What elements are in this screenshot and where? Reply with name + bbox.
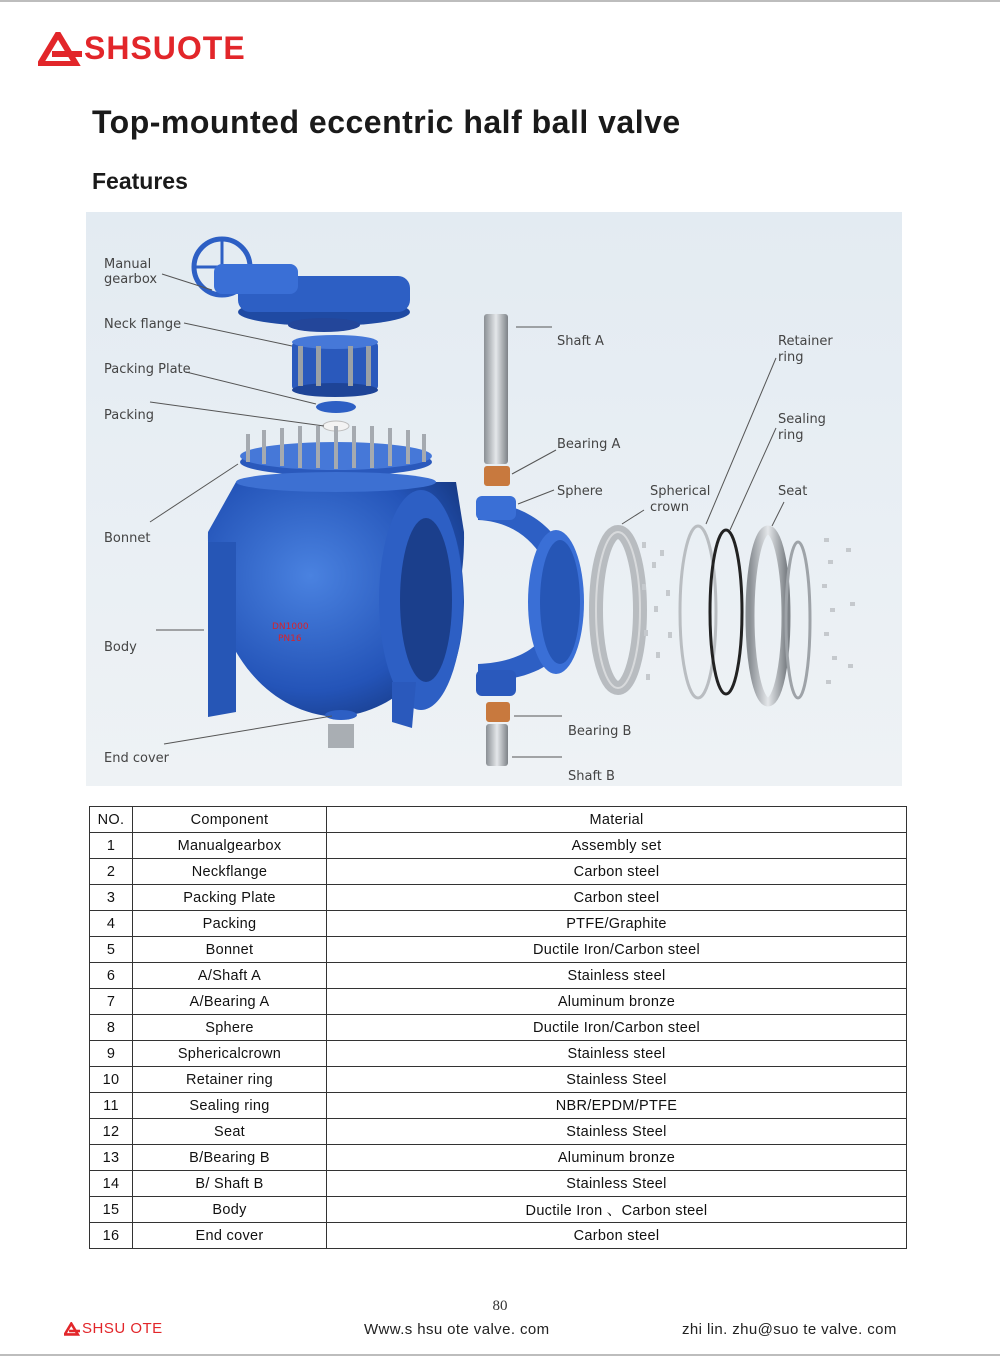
table-row bbox=[90, 885, 907, 911]
row-material: Stainless Steel bbox=[327, 1171, 907, 1197]
row-component: A/Shaft A bbox=[133, 963, 327, 989]
row-material: Assembly set bbox=[327, 833, 907, 859]
label-bearing-a: Bearing A bbox=[557, 437, 621, 452]
table-row bbox=[90, 859, 907, 885]
table-row bbox=[90, 1171, 907, 1197]
table-row bbox=[90, 1067, 907, 1093]
header-component: Component bbox=[133, 807, 327, 833]
row-component: Sphericalcrown bbox=[133, 1041, 327, 1067]
parts-material-table bbox=[89, 806, 907, 1249]
table-row bbox=[90, 1119, 907, 1145]
label-neck-flange: Neck flange bbox=[104, 317, 182, 332]
row-no: 7 bbox=[90, 989, 133, 1015]
neck-flange bbox=[292, 335, 378, 397]
table-row bbox=[90, 1197, 907, 1223]
row-component: B/ Shaft B bbox=[133, 1171, 327, 1197]
label-shaft-a: Shaft A bbox=[557, 334, 604, 349]
row-material: Aluminum bronze bbox=[327, 1145, 907, 1171]
row-material: Ductile Iron/Carbon steel bbox=[327, 1015, 907, 1041]
row-no: 12 bbox=[90, 1119, 133, 1145]
row-no: 13 bbox=[90, 1145, 133, 1171]
row-component: Manualgearbox bbox=[133, 833, 327, 859]
bottom-rule bbox=[0, 1354, 1000, 1356]
table-row bbox=[90, 911, 907, 937]
row-component: Neckflange bbox=[133, 859, 327, 885]
bearing-b bbox=[486, 702, 510, 722]
exploded-valve-diagram bbox=[86, 212, 902, 786]
row-material: Ductile Iron 、Carbon steel bbox=[327, 1197, 907, 1223]
row-component: Packing Plate bbox=[133, 885, 327, 911]
table-row bbox=[90, 1015, 907, 1041]
footer-email[interactable]: zhi lin. zhu@suo te valve. com bbox=[682, 1321, 897, 1338]
row-no: 3 bbox=[90, 885, 133, 911]
label-body: Body bbox=[104, 640, 137, 655]
table-header-row bbox=[90, 807, 907, 833]
row-no: 5 bbox=[90, 937, 133, 963]
row-component: B/Bearing B bbox=[133, 1145, 327, 1171]
row-component: Seat bbox=[133, 1119, 327, 1145]
table-row bbox=[90, 1041, 907, 1067]
label-packing-plate: Packing Plate bbox=[104, 362, 191, 377]
header-no: NO. bbox=[90, 807, 133, 833]
label-seat: Seat bbox=[778, 484, 808, 499]
packing-plate bbox=[316, 401, 356, 413]
row-no: 11 bbox=[90, 1093, 133, 1119]
row-material: NBR/EPDM/PTFE bbox=[327, 1093, 907, 1119]
table-row bbox=[90, 1093, 907, 1119]
label-manual-gearbox-1: Manual bbox=[104, 257, 152, 272]
row-no: 10 bbox=[90, 1067, 133, 1093]
row-no: 2 bbox=[90, 859, 133, 885]
label-packing: Packing bbox=[104, 408, 155, 423]
label-sealing-ring-2: ring bbox=[778, 428, 804, 443]
row-material: Stainless steel bbox=[327, 963, 907, 989]
row-no: 14 bbox=[90, 1171, 133, 1197]
shaft-a bbox=[484, 314, 508, 464]
brand-name: SHSUOTE bbox=[84, 30, 246, 66]
row-material: Carbon steel bbox=[327, 1223, 907, 1249]
logo-triangle-icon bbox=[38, 32, 82, 66]
row-material: Carbon steel bbox=[327, 885, 907, 911]
row-component: A/Bearing A bbox=[133, 989, 327, 1015]
row-material: Stainless steel bbox=[327, 1041, 907, 1067]
table-row bbox=[90, 963, 907, 989]
shaft-b bbox=[486, 724, 508, 766]
row-no: 15 bbox=[90, 1197, 133, 1223]
row-component: Retainer ring bbox=[133, 1067, 327, 1093]
row-material: Carbon steel bbox=[327, 859, 907, 885]
label-bonnet: Bonnet bbox=[104, 531, 151, 546]
label-bearing-b: Bearing B bbox=[568, 724, 632, 739]
table-row bbox=[90, 833, 907, 859]
body-marking-size: DN1000 bbox=[272, 622, 309, 632]
row-material: Stainless Steel bbox=[327, 1119, 907, 1145]
row-component: Packing bbox=[133, 911, 327, 937]
section-title: Features bbox=[92, 168, 188, 194]
row-no: 6 bbox=[90, 963, 133, 989]
page-title: Top-mounted eccentric half ball valve bbox=[92, 104, 681, 140]
label-spherical-crown-1: Spherical bbox=[650, 484, 711, 499]
page-number: 80 bbox=[492, 1298, 508, 1314]
row-component: Sealing ring bbox=[133, 1093, 327, 1119]
row-component: Body bbox=[133, 1197, 327, 1223]
row-no: 8 bbox=[90, 1015, 133, 1041]
table-row bbox=[90, 1223, 907, 1249]
row-material: PTFE/Graphite bbox=[327, 911, 907, 937]
table-row bbox=[90, 1145, 907, 1171]
table-row bbox=[90, 937, 907, 963]
row-no: 1 bbox=[90, 833, 133, 859]
label-shaft-b: Shaft B bbox=[568, 769, 615, 784]
row-component: Bonnet bbox=[133, 937, 327, 963]
row-component: End cover bbox=[133, 1223, 327, 1249]
label-spherical-crown-2: crown bbox=[650, 500, 690, 515]
row-no: 9 bbox=[90, 1041, 133, 1067]
footer-website[interactable]: Www.s hsu ote valve. com bbox=[364, 1321, 550, 1338]
label-sealing-ring-1: Sealing bbox=[778, 412, 826, 427]
row-material: Ductile Iron/Carbon steel bbox=[327, 937, 907, 963]
row-material: Stainless Steel bbox=[327, 1067, 907, 1093]
row-component: Sphere bbox=[133, 1015, 327, 1041]
brand-logo bbox=[38, 30, 246, 67]
table-row bbox=[90, 989, 907, 1015]
bearing-a bbox=[484, 466, 510, 486]
label-end-cover: End cover bbox=[104, 751, 169, 766]
row-no: 4 bbox=[90, 911, 133, 937]
footer-logo-triangle-icon bbox=[64, 1322, 80, 1336]
row-no: 16 bbox=[90, 1223, 133, 1249]
row-material: Aluminum bronze bbox=[327, 989, 907, 1015]
label-manual-gearbox-2: gearbox bbox=[104, 272, 158, 287]
top-rule bbox=[0, 0, 1000, 2]
body-marking-pressure: PN16 bbox=[278, 634, 302, 644]
footer-brand-logo bbox=[64, 1320, 163, 1337]
footer-brand-name: SHSU OTE bbox=[82, 1320, 163, 1337]
label-retainer-ring-1: Retainer bbox=[778, 334, 833, 349]
header-material: Material bbox=[327, 807, 907, 833]
label-retainer-ring-2: ring bbox=[778, 350, 804, 365]
label-sphere: Sphere bbox=[557, 484, 603, 499]
